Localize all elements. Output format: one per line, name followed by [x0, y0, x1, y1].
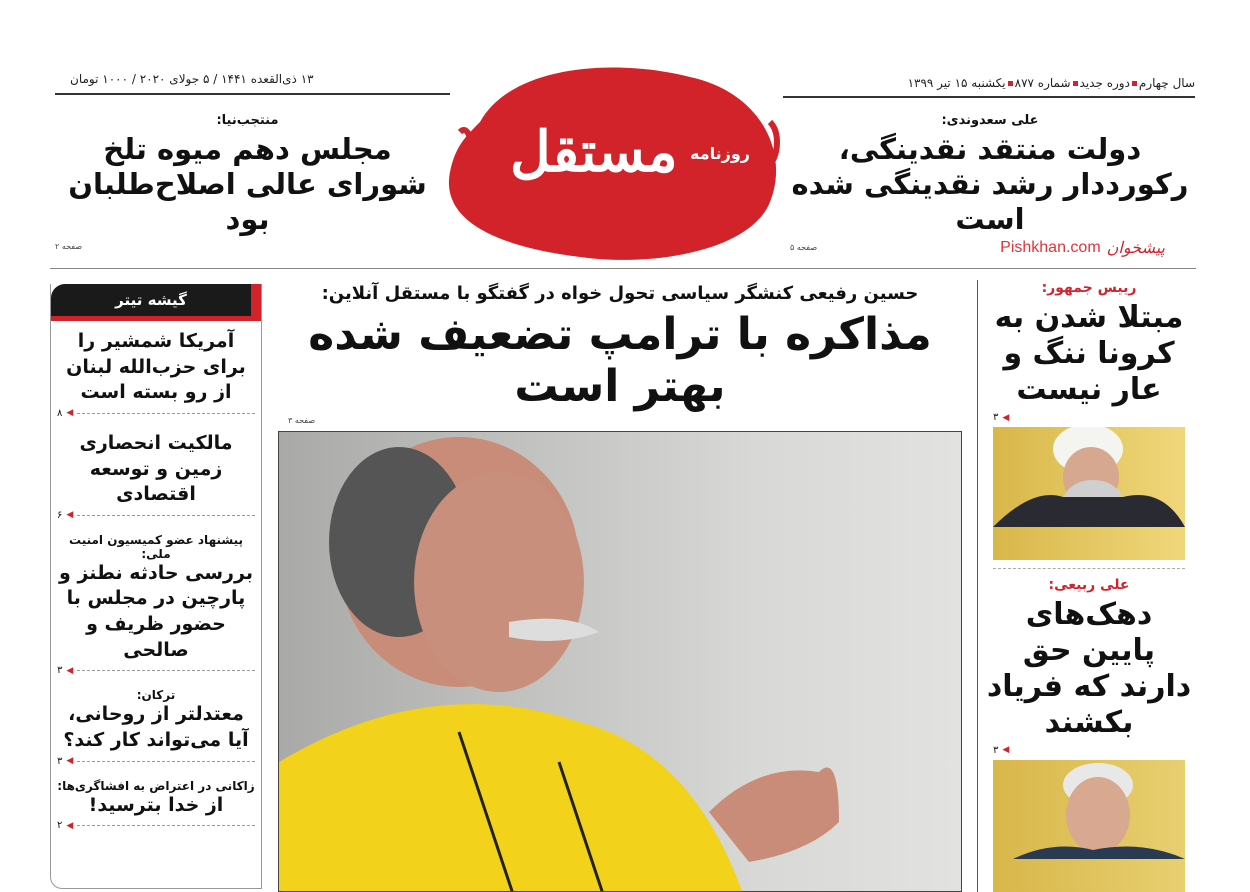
watermark-url: Pishkhan.com: [1000, 238, 1101, 256]
list-item[interactable]: [51, 529, 261, 685]
watermark: [1000, 238, 1195, 257]
page-ref: صفحه ۳: [288, 416, 316, 426]
headline-box: [50, 284, 262, 889]
right-story[interactable]: [985, 577, 1193, 760]
logo-main-text: مستقل: [510, 119, 678, 185]
item-kicker: ترکان:: [136, 688, 176, 703]
story-kicker: منتجب‌نیا:: [216, 113, 279, 128]
top-right-story[interactable]: [785, 113, 1195, 257]
story-headline: دولت منتقد نقدینگی، رکورددار رشد نقدینگی شده است: [791, 132, 1189, 236]
dashed-divider: [77, 670, 255, 671]
page-number: ۳: [57, 755, 63, 767]
person-photo-icon: [993, 427, 1185, 527]
page-number: ۶: [57, 509, 63, 521]
issue-info: [908, 76, 1195, 90]
page-ref: [57, 510, 255, 521]
arrow-icon: ◀: [66, 408, 74, 419]
separator-dot: [1073, 81, 1078, 86]
arrow-icon: ◀: [66, 756, 74, 767]
main-headline: مذاکره با ترامپ تضعیف شده بهتر است: [308, 308, 932, 413]
story-kicker: علی ربیعی:: [1048, 576, 1130, 593]
story-kicker: علی سعدوندی:: [941, 113, 1039, 128]
divider: [55, 93, 450, 95]
dashed-divider: [77, 761, 255, 762]
page-ref: صفحه ۲: [55, 242, 83, 252]
list-item[interactable]: [51, 775, 261, 840]
divider: [50, 268, 1196, 269]
item-headline: آمریکا شمشیر را برای حزب‌الله لبنان از رو بسته است: [66, 330, 246, 404]
arrow-icon: ◀: [1002, 412, 1010, 423]
story-photo: [993, 760, 1185, 892]
page-number: ۲: [57, 820, 63, 832]
arrow-icon: ◀: [66, 665, 74, 676]
page-ref: [57, 408, 255, 419]
story-photo: [993, 427, 1185, 560]
dashed-divider: [77, 413, 255, 414]
right-column: [985, 280, 1193, 892]
item-headline: مالکیت انحصاری زمین و توسعه اقتصادی: [79, 431, 233, 506]
page-ref: [985, 412, 1193, 423]
item-headline: بررسی حادثه نطنز و پارچین در مجلس با حضور ظریف و صالحی: [59, 561, 253, 661]
issue-date: یکشنبه ۱۵ تیر ۱۳۹۹: [907, 76, 1006, 90]
dashed-divider: [77, 825, 255, 826]
year-label: سال چهارم: [1138, 76, 1195, 90]
logo-small-text: روزنامه: [690, 144, 750, 163]
issue-number: شماره ۸۷۷: [1014, 76, 1071, 90]
page-ref: صفحه ۵: [790, 243, 818, 253]
top-left-story[interactable]: [55, 113, 440, 251]
arrow-icon: ◀: [1002, 745, 1010, 755]
date-price: ۱۳ ذی‌القعده ۱۴۴۱ / ۵ جولای ۲۰۲۰ / ۱۰۰۰ تومان: [70, 72, 314, 86]
story-kicker: رییس جمهور:: [1041, 280, 1137, 296]
story-headline: دهک‌های پایین حق دارند که فریاد بکشند: [986, 596, 1192, 740]
main-story[interactable]: [270, 283, 970, 892]
page-ref: [57, 756, 255, 767]
story-headline: مبتلا شدن به کرونا ننگ و عار نیست: [994, 300, 1184, 407]
list-item[interactable]: [51, 684, 261, 774]
page-number: ۳: [57, 665, 63, 677]
arrow-icon: ◀: [66, 510, 74, 521]
dashed-divider: [993, 568, 1185, 569]
box-title: گیشه تیتر: [51, 284, 261, 316]
page-number: ۸: [57, 407, 63, 419]
page-ref: [57, 820, 255, 831]
person-photo-icon: [993, 760, 1185, 859]
list-item[interactable]: [51, 427, 261, 529]
column-divider: [977, 280, 978, 892]
page-ref: [57, 665, 255, 676]
right-story[interactable]: [985, 280, 1193, 427]
item-headline: معتدلتر از روحانی، آیا می‌تواند کار کند؟: [63, 703, 249, 752]
period-label: دوره جدید: [1079, 76, 1130, 90]
separator-dot: [1132, 81, 1137, 86]
story-footer: [785, 238, 1195, 257]
story-headline: مجلس دهم میوه تلخ شورای عالی اصلاح‌طلبان بود: [68, 132, 427, 236]
item-kicker: پیشنهاد عضو کمیسیون امنیت ملی:: [68, 532, 244, 561]
page-number: ۳: [993, 412, 999, 423]
item-headline: از خدا بترسید!: [88, 793, 224, 816]
list-item[interactable]: [51, 321, 261, 427]
main-photo: [278, 431, 962, 892]
dashed-divider: [77, 515, 255, 516]
main-kicker: حسین رفیعی کنشگر سیاسی تحول خواه در گفتگو با مستقل آنلاین:: [321, 283, 919, 304]
arrow-icon: ◀: [66, 820, 74, 831]
item-kicker: زاکانی در اعتراض به افشاگری‌ها:: [57, 778, 255, 793]
watermark-script: پیشخوان: [1106, 238, 1165, 258]
person-photo-icon: [279, 432, 961, 892]
divider: [783, 96, 1195, 98]
page-number: ۳: [993, 744, 999, 756]
newspaper-logo: [440, 62, 785, 262]
page-ref: [985, 745, 1193, 756]
separator-dot: [1008, 81, 1013, 86]
